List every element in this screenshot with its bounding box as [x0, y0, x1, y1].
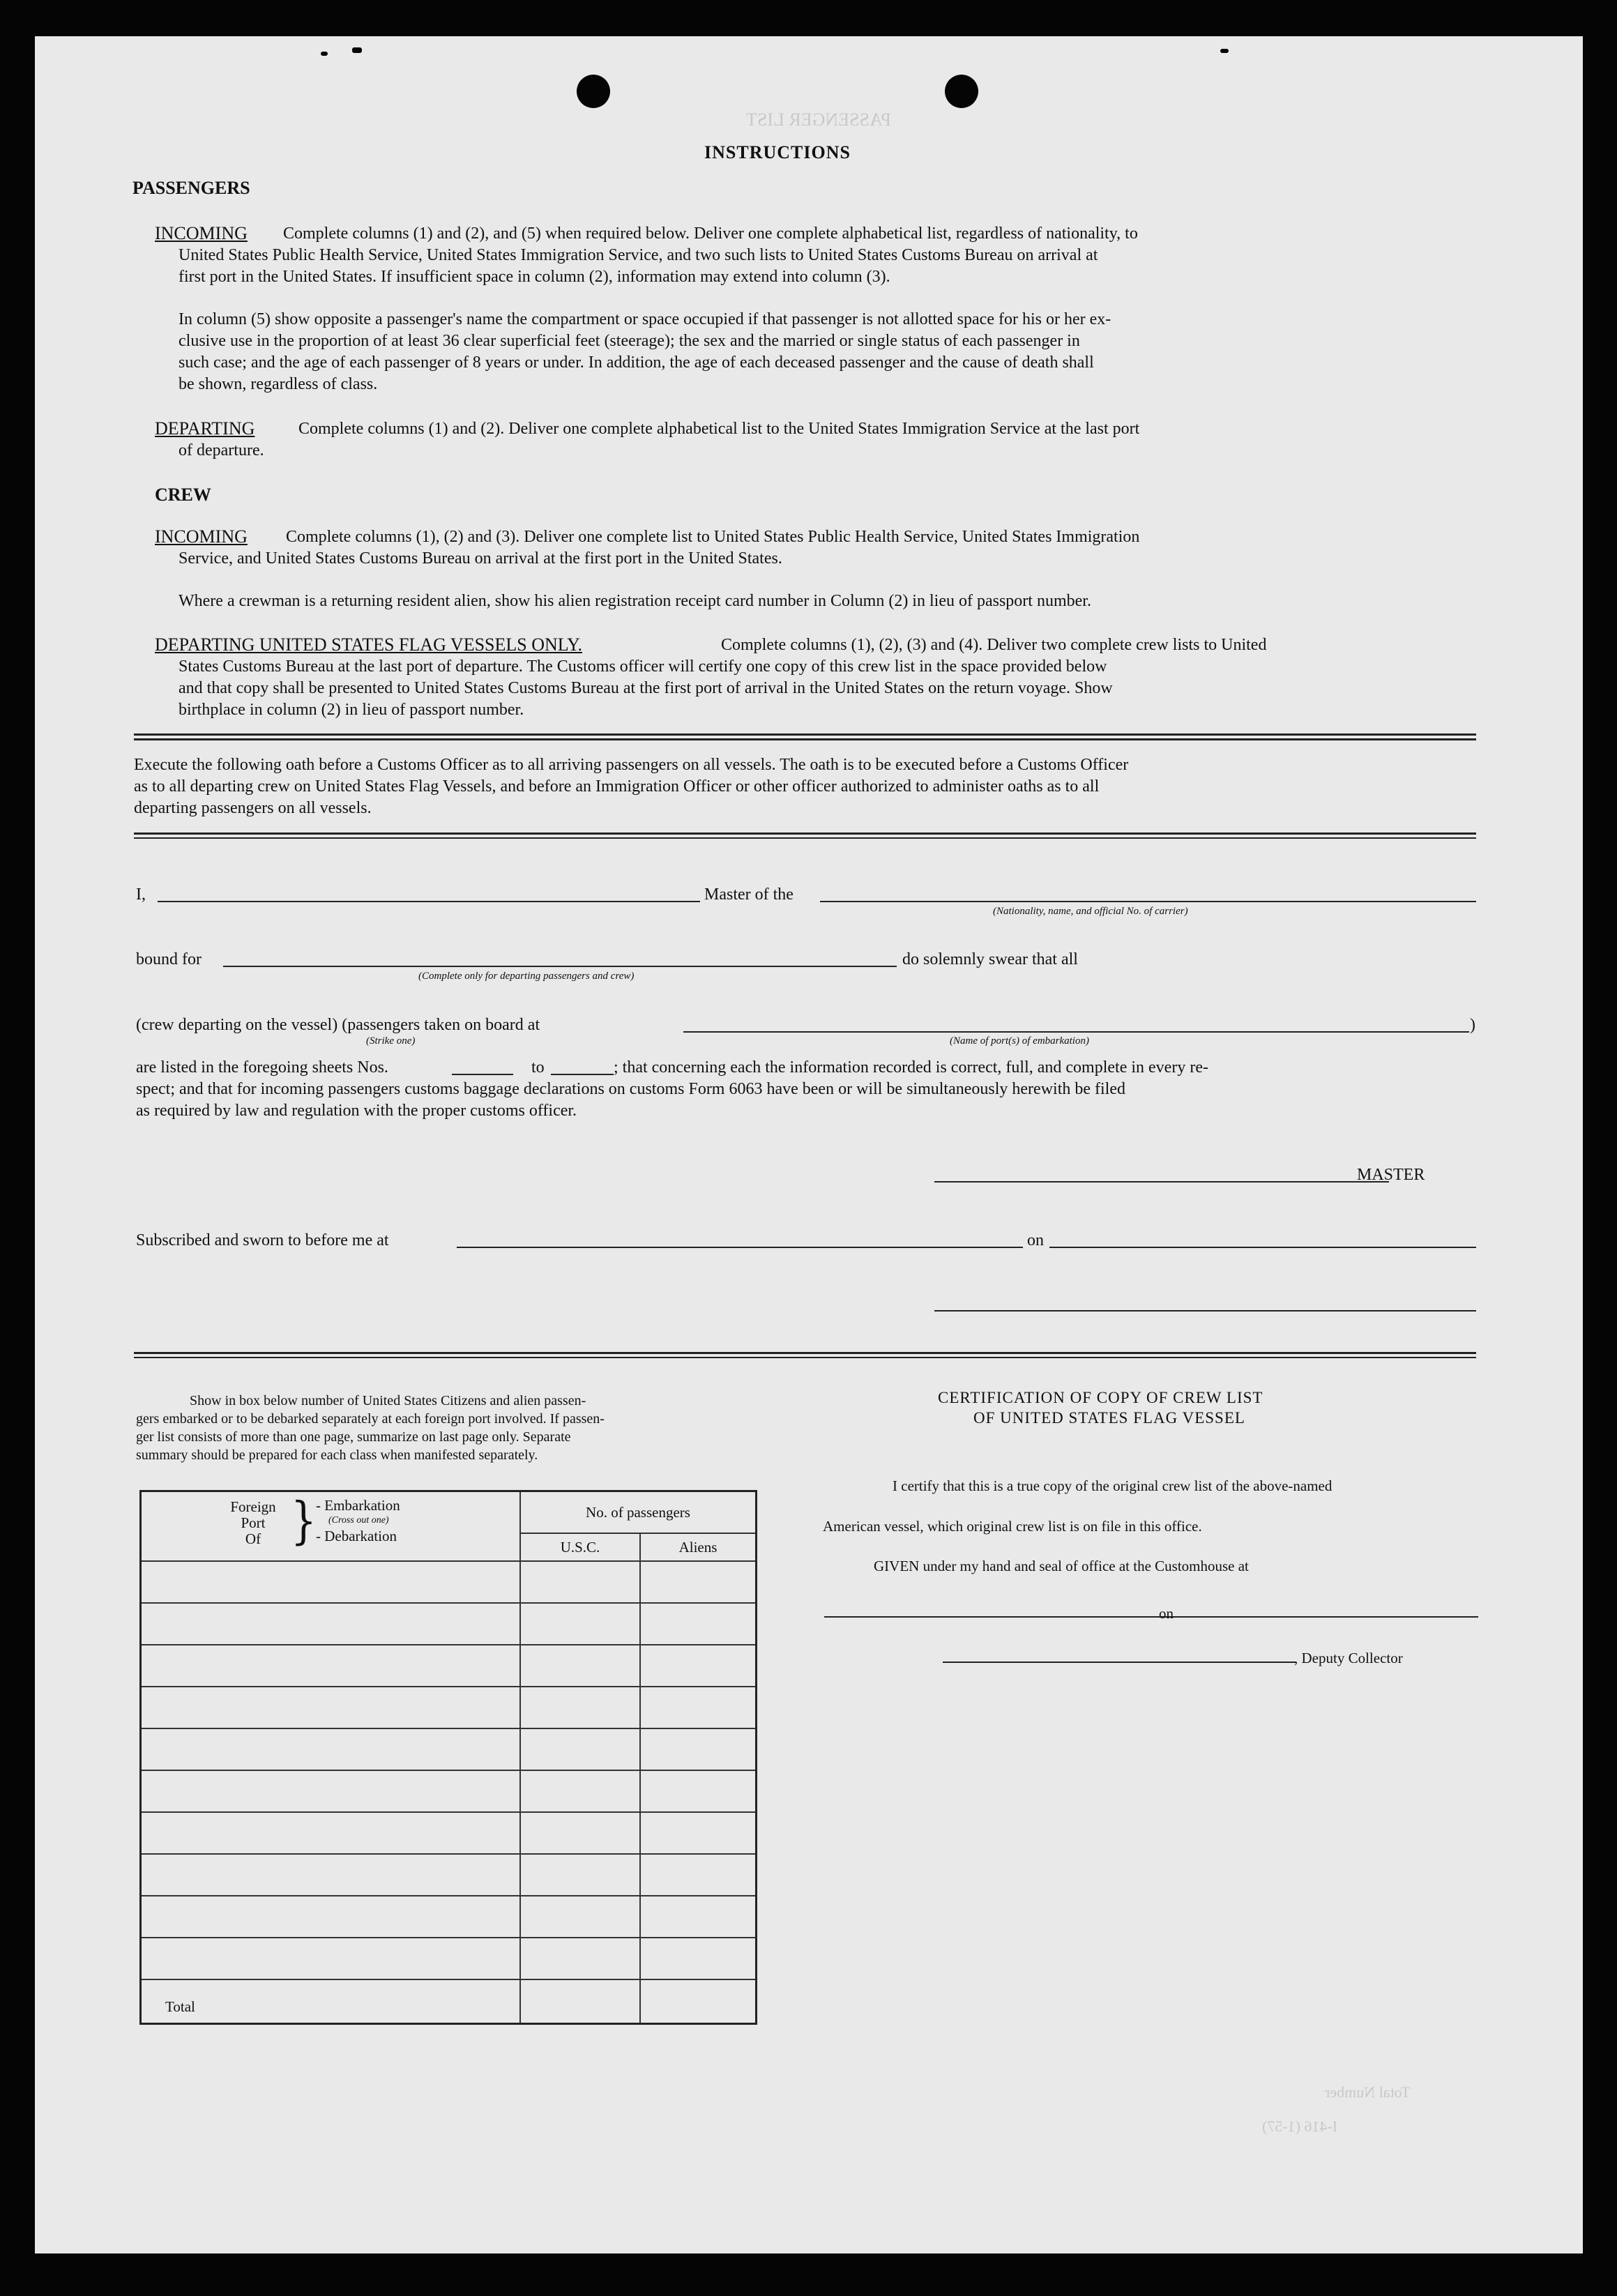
usc-cell[interactable] — [520, 1687, 640, 1728]
oath-instructions-line-2: as to all departing crew on United States Flag Vessels, and before an Immigration Officer or other officer authorized to administer oaths as to all — [134, 777, 1100, 796]
aliens-header: Aliens — [640, 1533, 757, 1561]
aliens-cell[interactable] — [640, 1603, 757, 1645]
of-label: Of — [245, 1530, 261, 1547]
column5-line-2: clusive use in the proportion of at least 36 clear superficial feet (steerage); the sex and the married or single status of each passenger in — [179, 332, 1080, 350]
total-label: Total — [141, 1979, 521, 2023]
master-of-the-label: Master of the — [704, 885, 794, 904]
port-cell[interactable] — [141, 1770, 521, 1812]
form-page — [35, 36, 1583, 2253]
certification-on-label: on — [1159, 1605, 1174, 1622]
usc-cell[interactable] — [520, 1854, 640, 1896]
usc-cell[interactable] — [520, 1770, 640, 1812]
strike-one-caption: (Strike one) — [366, 1035, 416, 1047]
port-cell[interactable] — [141, 1854, 521, 1896]
officer-signature-field[interactable] — [934, 1310, 1476, 1312]
deputy-collector-field[interactable] — [943, 1662, 1296, 1663]
section-divider — [134, 733, 1476, 736]
listed-line-3: as required by law and regulation with the proper customs officer. — [136, 1102, 577, 1120]
scan-mark — [1220, 49, 1229, 53]
aliens-cell[interactable] — [640, 1645, 757, 1687]
section-divider — [134, 738, 1476, 740]
certification-line-1: I certify that this is a true copy of the original crew list of the above-named — [893, 1477, 1333, 1494]
bound-for-caption: (Complete only for departing passengers and crew) — [418, 971, 635, 982]
sworn-at-field[interactable] — [457, 1247, 1023, 1248]
flag-vessels-line-1: Complete columns (1), (2), (3) and (4). Deliver two complete crew lists to United — [721, 636, 1267, 654]
certification-line-3: GIVEN under my hand and seal of office at the Customhouse at — [874, 1558, 1249, 1574]
oath-instructions-line-1: Execute the following oath before a Customs Officer as to all arriving passengers on all vessels. The oath is to be executed before a Customs Officer — [134, 756, 1129, 774]
bleed-through-form-no: I-416 (1-57) — [1262, 2118, 1338, 2135]
port-cell[interactable] — [141, 1603, 521, 1645]
port-cell[interactable] — [141, 1687, 521, 1728]
port-cell[interactable] — [141, 1728, 521, 1770]
usc-cell[interactable] — [520, 1603, 640, 1645]
flag-vessels-label: DEPARTING UNITED STATES FLAG VESSELS ONLY. — [155, 634, 582, 655]
usc-cell[interactable] — [520, 1896, 640, 1938]
master-signature-field[interactable] — [934, 1181, 1389, 1183]
aliens-cell[interactable] — [640, 1854, 757, 1896]
oath-instructions-line-3: departing passengers on all vessels. — [134, 799, 372, 817]
carrier-caption: (Nationality, name, and official No. of carrier) — [993, 906, 1188, 917]
usc-cell[interactable] — [520, 1728, 640, 1770]
flag-vessels-line-3: and that copy shall be presented to United States Customs Bureau at the first port of arrival in the United States on the return voyage. Show — [179, 679, 1113, 697]
column5-line-4: be shown, regardless of class. — [179, 375, 378, 393]
embarkation-label: - Embarkation — [316, 1497, 400, 1514]
section-divider — [134, 1357, 1476, 1358]
passengers-heading: PASSENGERS — [132, 178, 250, 198]
column5-line-1: In column (5) show opposite a passenger's name the compartment or space occupied if that passenger is not allotted space for his or her ex- — [179, 310, 1111, 328]
punch-hole-left — [577, 75, 610, 108]
certification-title-line-2: OF UNITED STATES FLAG VESSEL — [973, 1409, 1245, 1427]
section-divider — [134, 833, 1476, 835]
section-divider — [134, 1352, 1476, 1354]
total-usc-cell[interactable] — [520, 1979, 640, 2023]
flag-vessels-line-2: States Customs Bureau at the last port of departure. The Customs officer will certify one copy of this crew list in the space provided below — [179, 657, 1107, 676]
sworn-date-field[interactable] — [1049, 1247, 1476, 1248]
foreign-label: Foreign — [230, 1498, 276, 1515]
master-label: MASTER — [1357, 1166, 1425, 1184]
flag-vessels-line-4: birthplace in column (2) in lieu of passport number. — [179, 701, 524, 719]
embarkation-close-paren: ) — [1470, 1016, 1475, 1034]
crew-incoming-label: INCOMING — [155, 526, 248, 547]
port-label: Port — [241, 1514, 266, 1531]
passengers-incoming-line-3: first port in the United States. If insufficient space in column (2), information may extend into column (3). — [179, 268, 890, 286]
passengers-departing-line-2: of departure. — [179, 441, 264, 459]
aliens-cell[interactable] — [640, 1896, 757, 1938]
sheet-from-field[interactable] — [452, 1074, 513, 1075]
subscribed-label: Subscribed and sworn to before me at — [136, 1231, 389, 1249]
ports-summary-table — [139, 1490, 757, 2025]
oath-i-label: I, — [136, 885, 146, 904]
port-cell[interactable] — [141, 1896, 521, 1938]
bleed-through-heading: PASSENGER LIST — [746, 109, 891, 130]
debarkation-label: - Debarkation — [316, 1528, 397, 1544]
bleed-through-total: Total Number — [1325, 2083, 1411, 2101]
scan-mark — [321, 52, 328, 56]
aliens-cell[interactable] — [640, 1687, 757, 1728]
no-passengers-header: No. of passengers — [520, 1491, 757, 1534]
usc-cell[interactable] — [520, 1561, 640, 1603]
passengers-incoming-line-1: Complete columns (1) and (2), and (5) when required below. Deliver one complete alphabetical list, regardless of nationality, to — [283, 225, 1138, 243]
certification-line-2: American vessel, which original crew list is on file in this office. — [823, 1518, 1202, 1535]
port-cell[interactable] — [141, 1938, 521, 1979]
passengers-departing-label: DEPARTING — [155, 418, 255, 439]
crew-heading: CREW — [155, 485, 211, 505]
usc-header: U.S.C. — [520, 1533, 640, 1561]
aliens-cell[interactable] — [640, 1938, 757, 1979]
crew-incoming-line-1: Complete columns (1), (2) and (3). Deliver one complete list to United States Public Health Service, United States Immigration — [286, 528, 1140, 546]
aliens-cell[interactable] — [640, 1728, 757, 1770]
port-cell[interactable] — [141, 1561, 521, 1603]
scan-mark — [352, 47, 362, 53]
column5-line-3: such case; and the age of each passenger of 8 years or under. In addition, the age of each deceased passenger and the cause of death shall — [179, 353, 1094, 372]
deputy-collector-label: , Deputy Collector — [1294, 1650, 1403, 1666]
usc-cell[interactable] — [520, 1938, 640, 1979]
aliens-cell[interactable] — [640, 1561, 757, 1603]
resident-alien-note: Where a crewman is a returning resident alien, show his alien registration receipt card number in Column (2) in lieu of passport number. — [179, 592, 1091, 610]
listed-to-label: to — [531, 1058, 545, 1077]
passengers-incoming-line-2: United States Public Health Service, United States Immigration Service, and two such lists to United States Customs Bureau on arrival at — [179, 246, 1098, 264]
foreign-port-header — [141, 1491, 521, 1562]
bound-for-label: bound for — [136, 950, 202, 968]
embarkation-port-field[interactable] — [683, 1031, 1469, 1033]
summary-line-3: ger list consists of more than one page, summarize on last page only. Separate — [136, 1429, 571, 1445]
passengers-incoming-label: INCOMING — [155, 223, 248, 243]
certification-date-field[interactable] — [1178, 1616, 1478, 1618]
master-name-field[interactable] — [158, 901, 700, 902]
customhouse-field[interactable] — [824, 1616, 1192, 1618]
total-aliens-cell[interactable] — [640, 1979, 757, 2023]
brace-icon: } — [291, 1490, 317, 1550]
crew-incoming-line-2: Service, and United States Customs Bureau on arrival at the first port in the United States. — [179, 549, 782, 568]
sheet-to-field[interactable] — [551, 1074, 614, 1075]
summary-line-2: gers embarked or to be debarked separately at each foreign port involved. If passen- — [136, 1411, 605, 1427]
listed-line-1a: are listed in the foregoing sheets Nos. — [136, 1058, 388, 1077]
page-title: INSTRUCTIONS — [704, 142, 851, 162]
punch-hole-right — [945, 75, 978, 108]
sworn-on-label: on — [1027, 1231, 1044, 1249]
port-cell[interactable] — [141, 1812, 521, 1854]
cross-out-caption: (Cross out one) — [328, 1515, 389, 1526]
listed-line-2: spect; and that for incoming passengers customs baggage declarations on customs Form 6063 have been or will be simultaneously herewith be filed — [136, 1080, 1125, 1098]
certification-title-line-1: CERTIFICATION OF COPY OF CREW LIST — [938, 1389, 1263, 1406]
passengers-departing-line-1: Complete columns (1) and (2). Deliver one complete alphabetical list to the United States Immigration Service at the last port — [298, 420, 1140, 438]
aliens-cell[interactable] — [640, 1770, 757, 1812]
port-cell[interactable] — [141, 1645, 521, 1687]
aliens-cell[interactable] — [640, 1812, 757, 1854]
carrier-field[interactable] — [820, 901, 1476, 902]
listed-line-1b: ; that concerning each the information recorded is correct, full, and complete in every re- — [614, 1058, 1208, 1077]
summary-line-4: summary should be prepared for each class when manifested separately. — [136, 1447, 538, 1463]
crew-departing-label: (crew departing on the vessel) (passengers taken on board at — [136, 1016, 540, 1034]
swear-label: do solemnly swear that all — [902, 950, 1078, 968]
usc-cell[interactable] — [520, 1812, 640, 1854]
summary-line-1: Show in box below number of United States Citizens and alien passen- — [190, 1393, 586, 1408]
section-divider — [134, 837, 1476, 839]
embarkation-caption: (Name of port(s) of embarkation) — [950, 1035, 1089, 1047]
usc-cell[interactable] — [520, 1645, 640, 1687]
bound-for-field[interactable] — [223, 966, 897, 967]
